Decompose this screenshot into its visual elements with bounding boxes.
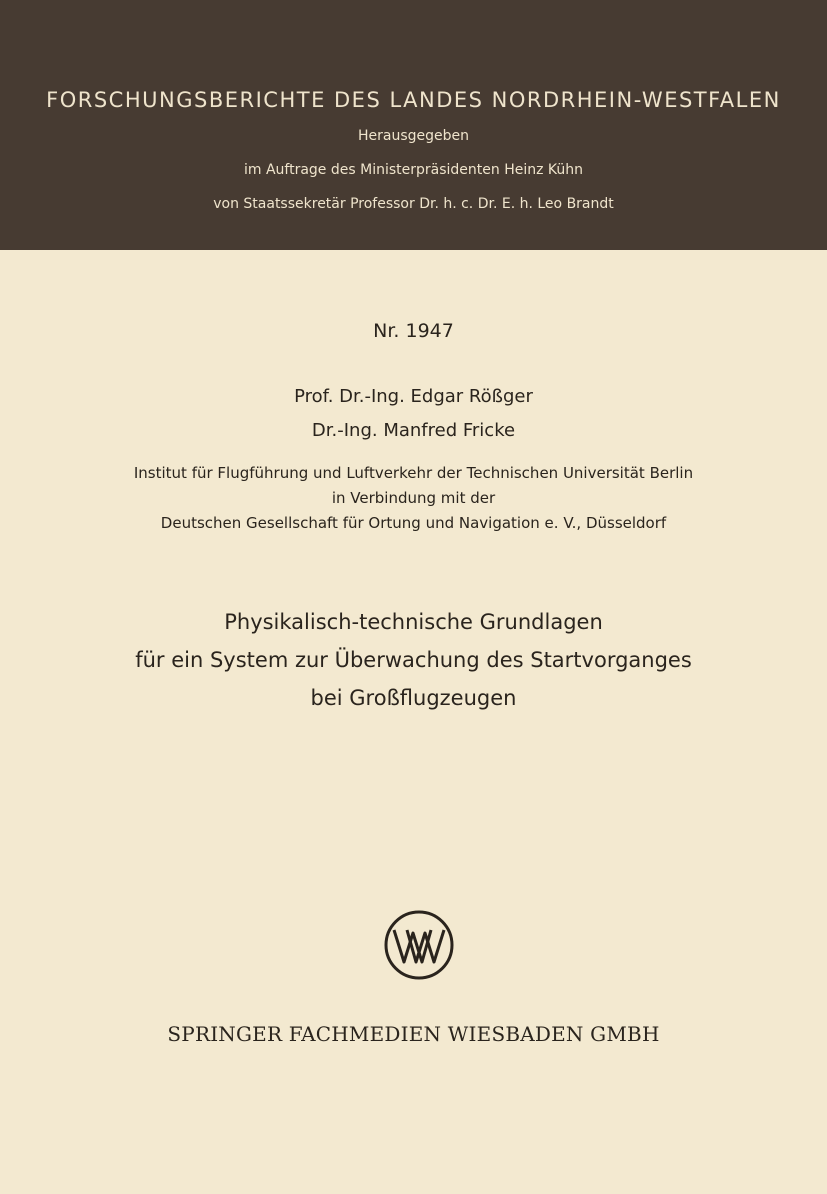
book-title-line-2: für ein System zur Überwachung des Startvorganges bbox=[135, 648, 692, 672]
report-number: Nr. 1947 bbox=[373, 320, 454, 342]
editor-line-3: von Staatssekretär Professor Dr. h. c. Dr. E. h. Leo Brandt bbox=[213, 196, 614, 212]
institution-line-2: in Verbindung mit der bbox=[331, 489, 496, 507]
book-title-line-1: Physikalisch-technische Grundlagen bbox=[224, 610, 603, 634]
ww-publisher-logo-icon bbox=[383, 909, 455, 981]
publisher-name: SPRINGER FACHMEDIEN WIESBADEN GMBH bbox=[167, 1022, 660, 1046]
institution-line-1: Institut für Flugführung und Luftverkehr der Technischen Universität Berlin bbox=[133, 464, 694, 482]
author-2: Dr.-Ing. Manfred Fricke bbox=[311, 420, 516, 441]
editor-line-2: im Auftrage des Ministerpräsidenten Heinz Kühn bbox=[243, 162, 584, 178]
editor-line-1: Herausgegeben bbox=[357, 128, 469, 144]
series-title: FORSCHUNGSBERICHTE DES LANDES NORDRHEIN-WESTFALEN bbox=[46, 88, 781, 112]
series-header bbox=[0, 0, 827, 250]
author-1: Prof. Dr.-Ing. Edgar Rößger bbox=[294, 386, 533, 407]
book-title-line-3: bei Großflugzeugen bbox=[310, 686, 517, 710]
institution-line-3: Deutschen Gesellschaft für Ortung und Navigation e. V., Düsseldorf bbox=[160, 514, 667, 532]
